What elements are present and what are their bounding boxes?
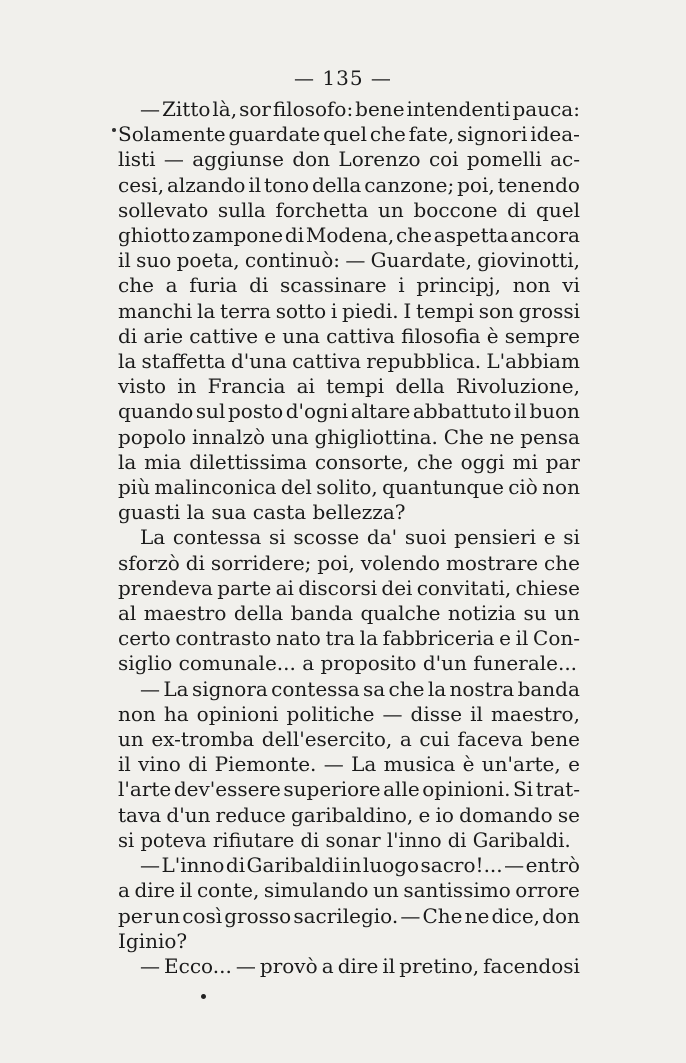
text-line: sollevato sulla forchetta un boccone di quel (118, 197, 580, 222)
text-line: — La signora contessa sa che la nostra banda (140, 676, 580, 701)
text-line: non ha opinioni politiche — disse il maestro, (118, 701, 580, 726)
text-line: l'arte dev'essere superiore alle opinioni. Si trat- (118, 777, 580, 802)
text-line: listi — aggiunse don Lorenzo coi pomelli ac- (118, 147, 580, 172)
text-line: — Zitto là, sor filosofo: bene intendenti pauca: (140, 97, 580, 121)
text-line: sforzò di sorridere; poi, volendo mostrare che (118, 550, 580, 575)
text-line: di arie cattive e una cattiva filosofia è sempre (118, 323, 580, 348)
text-line: la mia dilettissima consorte, che oggi mi par (118, 449, 580, 474)
text-line: Solamente guardate quel che fate, signori idea- (118, 122, 580, 147)
text-line: quando sul posto d'ogni altare abbattuto il buon (118, 399, 580, 424)
text-line: — L'inno di Garibaldi in luogo sacro!... — entrò (140, 853, 580, 878)
text-line: Iginio? (118, 928, 188, 953)
text-line: manchi la terra sotto i piedi. I tempi son grossi (118, 298, 580, 323)
text-line: a dire il conte, simulando un santissimo orrore (118, 878, 580, 903)
text-line: il suo poeta, continuò: — Guardate, giovinotti, (118, 248, 580, 273)
text-line: certo contrasto nato tra la fabbriceria e il Con- (118, 626, 580, 651)
text-line: guasti la sua casta bellezza? (118, 500, 406, 525)
text-line: siglio comunale... a proposito d'un funerale... (118, 651, 578, 676)
text-line: — Ecco... — provò a dire il pretino, facendosi (140, 953, 580, 978)
margin-mark (112, 128, 116, 132)
text-line: per un così grosso sacrilegio. — Che ne dice, don (118, 903, 580, 928)
text-line: cesi, alzando il tono della canzone; poi, tenendo (118, 172, 580, 197)
text-line: prendeva parte ai discorsi dei convitati, chiese (118, 575, 580, 600)
text-line: tava d'un reduce garibaldino, e io domando se (118, 802, 580, 827)
text-line: popolo innalzò una ghigliottina. Che ne pensa (118, 424, 580, 449)
text-line: si poteva rifiutare di sonar l'inno di Garibaldi. (118, 828, 571, 852)
text-line: un ex-tromba dell'esercito, a cui faceva bene (118, 727, 580, 752)
text-line: La contessa si scosse da' suoi pensieri e si (140, 525, 580, 550)
text-line: più malinconica del solito, quantunque ciò non (118, 475, 580, 500)
text-line: la staffetta d'una cattiva repubblica. L'abbiam (118, 349, 580, 374)
text-line: visto in Francia ai tempi della Rivoluzione, (118, 374, 580, 399)
text-line: al maestro della banda qualche notizia su un (118, 601, 580, 626)
text-line: ghiotto zampone di Modena, che aspetta ancora (118, 223, 580, 248)
page-number: — 135 — (294, 66, 392, 90)
ink-speck (201, 994, 206, 999)
text-line: che a furia di scassinare i principj, non vi (118, 273, 580, 298)
body-text (118, 97, 580, 979)
text-line: il vino di Piemonte. — La musica è un'arte, e (118, 752, 580, 777)
